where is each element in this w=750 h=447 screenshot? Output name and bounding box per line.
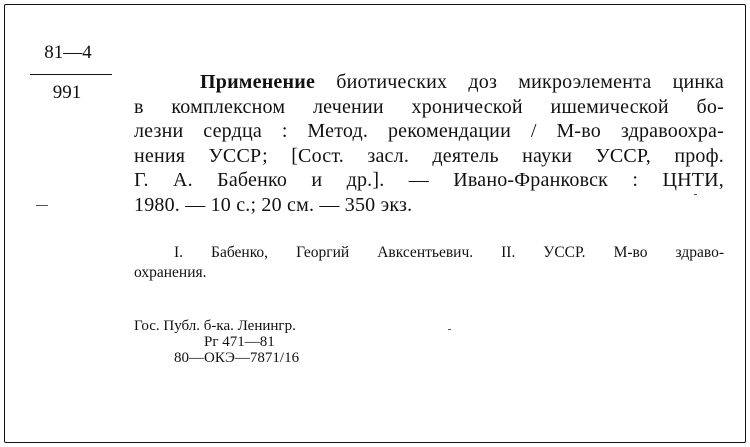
tracings-line-1: I. Бабенко, Георгий Авксентьевич. II. УССР. М-во здраво- xyxy=(174,244,724,261)
library-footer xyxy=(134,318,299,366)
call-number xyxy=(28,42,118,103)
tracings-line-2: охранения. xyxy=(134,264,207,281)
call-number-top: 81—4 xyxy=(44,42,92,63)
description-line-3: лезни сердца : Метод. рекомендации / М-во здравоохра- xyxy=(134,120,724,142)
description-line-4: нения УССР; [Сост. засл. деятель науки УССР, проф. xyxy=(134,144,724,167)
footer-library: Гос. Публ. б-ка. Ленингр. xyxy=(134,318,296,334)
scan-speck xyxy=(36,205,48,206)
call-number-divider xyxy=(30,74,112,75)
description-line-2: в комплексном лечении хронической ишемической бо- xyxy=(134,95,724,118)
title-keyword: Применение xyxy=(200,71,316,93)
bibliographic-description xyxy=(134,70,724,217)
scan-speck xyxy=(694,194,697,195)
footer-register: Рг 471—81 xyxy=(204,334,275,350)
description-line-6: 1980. — 10 с.; 20 см. — 350 экз. xyxy=(134,193,413,216)
description-line-1 xyxy=(134,70,724,95)
title-rest: биотических доз микроэлемента цинка xyxy=(336,71,724,93)
footer-order: 80—ОКЭ—7871/16 xyxy=(174,350,300,366)
tracings xyxy=(134,243,724,283)
call-number-bottom: 991 xyxy=(52,82,82,103)
scan-speck xyxy=(448,329,451,330)
description-line-5: Г. А. Бабенко и др.]. — Ивано-Франковск : ЦНТИ, xyxy=(134,169,724,191)
